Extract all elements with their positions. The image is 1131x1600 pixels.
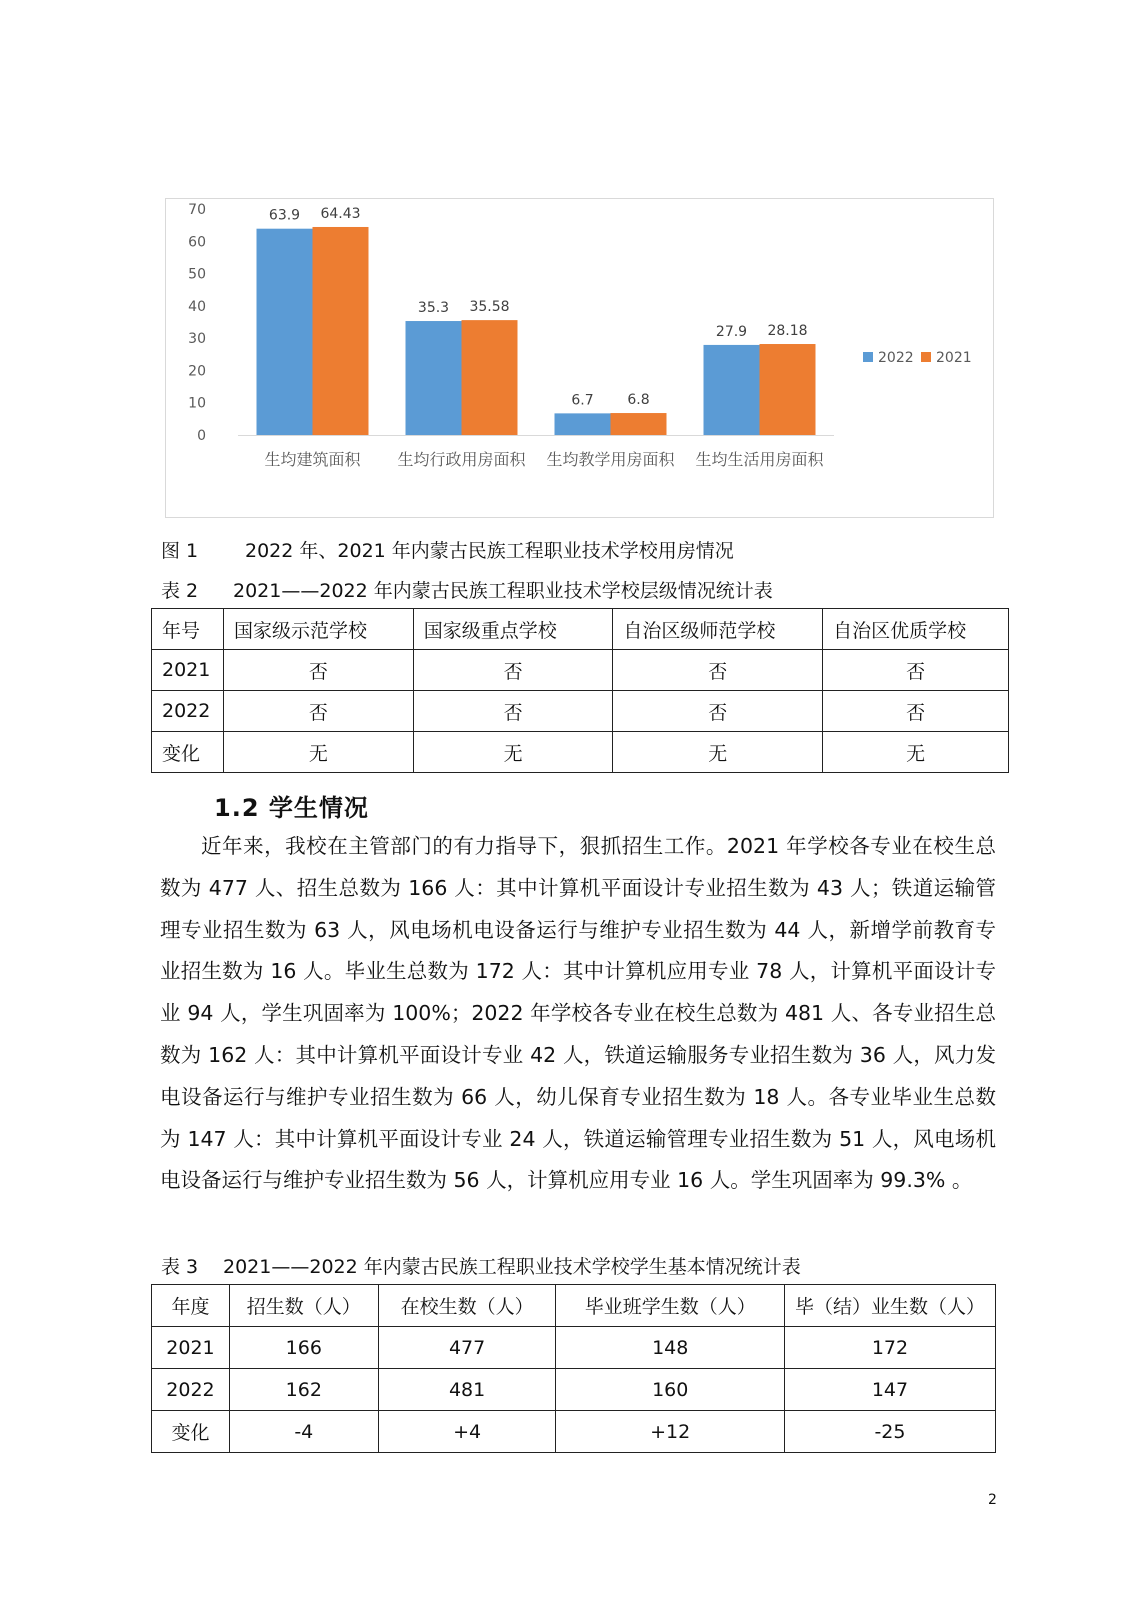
table-cell: 147: [784, 1369, 995, 1411]
table-cell: 2021: [152, 1327, 230, 1369]
data-label: 6.8: [627, 392, 650, 409]
y-tick-label: 40: [188, 298, 206, 315]
table-row: [152, 732, 1009, 773]
table-row: [152, 691, 1009, 732]
table-cell: 否: [223, 691, 413, 732]
table-row: [152, 650, 1009, 691]
figure-caption-text: 2022 年、2021 年内蒙古民族工程职业技术学校用房情况: [245, 540, 734, 562]
y-tick-label: 60: [188, 234, 206, 251]
figure-caption: [161, 536, 734, 563]
data-label: 35.3: [417, 300, 450, 317]
table-header-cell: 毕（结）业生数（人）: [784, 1285, 995, 1327]
table-row: [152, 1411, 996, 1453]
bar-2021: [462, 320, 518, 435]
table-row: [152, 1369, 996, 1411]
table-header-cell: 国家级示范学校: [223, 609, 413, 650]
y-tick-label: 70: [188, 202, 206, 218]
legend-label: 2021: [936, 350, 972, 366]
table-cell: 否: [613, 691, 823, 732]
data-label: 6.7: [571, 392, 594, 409]
bar-2022: [406, 321, 462, 435]
table-header-cell: 年号: [152, 609, 224, 650]
student-stats-table: [151, 1284, 996, 1453]
table-header-cell: 自治区级师范学校: [613, 609, 823, 650]
table-cell: 2021: [152, 650, 224, 691]
table-cell: 477: [378, 1327, 556, 1369]
table2-number: 表 2: [161, 580, 199, 602]
table-cell: 否: [413, 691, 613, 732]
table3-caption: [161, 1252, 801, 1279]
y-tick-label: 10: [188, 395, 206, 412]
y-tick-label: 0: [197, 428, 206, 444]
table-cell: 变化: [152, 732, 224, 773]
table-cell: 变化: [152, 1411, 230, 1453]
table-cell: -25: [784, 1411, 995, 1453]
table-cell: +4: [378, 1411, 556, 1453]
table-cell: 148: [556, 1327, 785, 1369]
table-row: [152, 1327, 996, 1369]
x-tick-label: 生均生活用房面积: [695, 450, 824, 469]
table-cell: 无: [223, 732, 413, 773]
figure-number: 图 1: [161, 540, 199, 562]
legend-label: 2022: [878, 350, 914, 366]
y-tick-label: 20: [188, 363, 206, 380]
data-label: 63.9: [268, 207, 301, 224]
bar-2022: [704, 345, 760, 435]
y-tick-label: 50: [188, 266, 206, 283]
table-cell: 2022: [152, 1369, 230, 1411]
table-cell: 2022: [152, 691, 224, 732]
table-cell: 否: [223, 650, 413, 691]
table-header-row: [152, 1285, 996, 1327]
table-cell: 否: [613, 650, 823, 691]
table-header-cell: 招生数（人）: [229, 1285, 378, 1327]
table-cell: 162: [229, 1369, 378, 1411]
table3-caption-text: 2021——2022 年内蒙古民族工程职业技术学校学生基本情况统计表: [223, 1256, 801, 1278]
legend-swatch: [921, 352, 931, 362]
section-heading: 1.2 学生情况: [214, 794, 369, 822]
table-header-cell: 自治区优质学校: [823, 609, 1009, 650]
bar-2021: [760, 344, 816, 435]
y-tick-label: 30: [188, 331, 206, 348]
data-label: 35.58: [469, 299, 510, 316]
school-level-table: [151, 608, 1009, 773]
data-label: 28.18: [767, 323, 808, 340]
table-cell: 481: [378, 1369, 556, 1411]
data-label: 64.43: [320, 205, 361, 222]
table-header-cell: 国家级重点学校: [413, 609, 613, 650]
table-cell: 166: [229, 1327, 378, 1369]
table-cell: -4: [229, 1411, 378, 1453]
x-tick-label: 生均建筑面积: [264, 450, 361, 469]
table-header-row: [152, 609, 1009, 650]
table-header-cell: 在校生数（人）: [378, 1285, 556, 1327]
data-label: 27.9: [715, 323, 748, 340]
x-tick-label: 生均行政用房面积: [397, 450, 526, 469]
table2-caption: [161, 576, 773, 603]
table-cell: 160: [556, 1369, 785, 1411]
chart-canvas: [166, 199, 995, 519]
bar-2022: [257, 229, 313, 435]
legend-swatch: [863, 352, 873, 362]
table-cell: 无: [823, 732, 1009, 773]
page-number: 2: [988, 1492, 997, 1508]
table-cell: 172: [784, 1327, 995, 1369]
bar-2021: [313, 227, 369, 435]
bar-2021: [611, 413, 667, 435]
table3-number: 表 3: [161, 1256, 199, 1278]
table-header-cell: 毕业班学生数（人）: [556, 1285, 785, 1327]
table-cell: 无: [413, 732, 613, 773]
x-tick-label: 生均教学用房面积: [546, 450, 675, 469]
bar-chart: [165, 198, 994, 518]
table-cell: 否: [823, 650, 1009, 691]
table-cell: 否: [413, 650, 613, 691]
table-cell: 无: [613, 732, 823, 773]
table2-caption-text: 2021——2022 年内蒙古民族工程职业技术学校层级情况统计表: [233, 580, 773, 602]
table-header-cell: 年度: [152, 1285, 230, 1327]
bar-2022: [555, 413, 611, 435]
table-cell: 否: [823, 691, 1009, 732]
body-paragraph: 近年来，我校在主管部门的有力指导下，狠抓招生工作。2021 年学校各专业在校生总数为 477 人、招生总数为 166 人：其中计算机平面设计专业招生数为 43 人；铁道运输管理专业招生数为 63 人，风电场机电设备运行与维护专业招生数为 44 人，新增学前教育专业招生数为 16 人。毕业生总数为 172 人：其中计算机应用专业 78 人，计算机平面设计专业 94 人，学生巩固率为 100%；2022 年学校各专业在校生总数为 481 人、各专业招生总数为 162 人：其中计算机平面设计专业 42 人，铁道运输服务专业招生数为 36 人，风力发电设备运行与维护专业招生数为 66 人，幼儿保育专业招生数为 18 人。各专业毕业生总数为 147 人：其中计算机平面设计专业 24 人，铁道运输管理专业招生数为 51 人，风电场机电设备运行与维护专业招生数为 56 人，计算机应用专业 16 人。学生巩固率为 99.3% 。: [160, 834, 996, 1193]
table-cell: +12: [556, 1411, 785, 1453]
